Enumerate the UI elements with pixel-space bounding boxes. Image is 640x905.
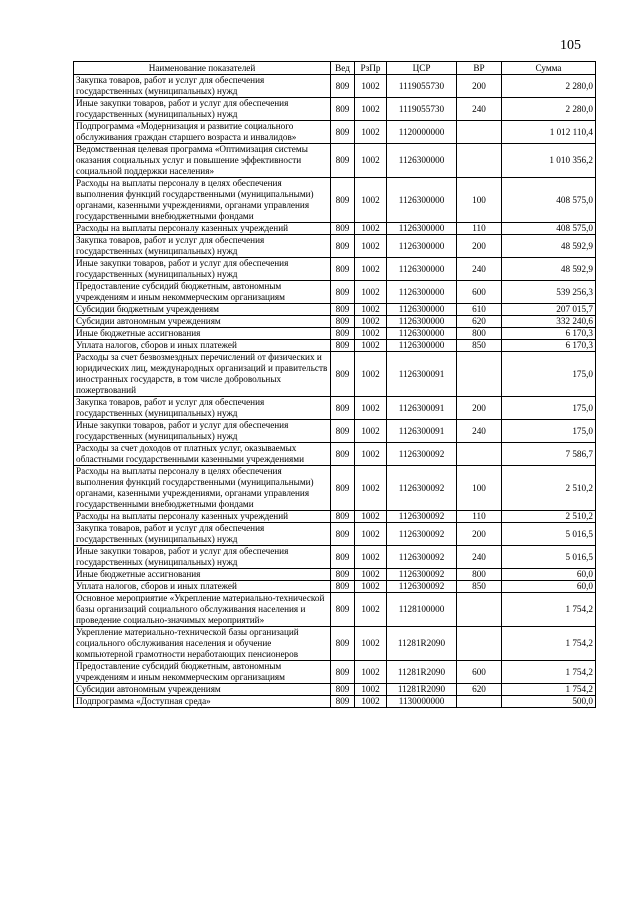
row-csr: 1126300092 [387,466,457,511]
row-sum: 1 754,2 [502,593,596,627]
row-name: Закупка товаров, работ и услуг для обеспечения государственных (муниципальных) нужд [74,75,331,98]
row-sum: 48 592,9 [502,235,596,258]
row-rzpr: 1002 [355,304,387,316]
row-sum: 207 015,7 [502,304,596,316]
row-ved: 809 [331,696,355,708]
table-row [74,466,596,511]
row-vr: 610 [457,304,502,316]
row-vr: 110 [457,511,502,523]
row-ved: 809 [331,258,355,281]
row-name: Расходы за счет безвозмездных перечислений от физических и юридических лиц, международных организаций и правительств иностранных государств, в том числе добровольных пожертвований [74,352,331,397]
row-rzpr: 1002 [355,223,387,235]
row-vr: 620 [457,316,502,328]
row-sum: 539 256,3 [502,281,596,304]
row-csr: 1126300000 [387,258,457,281]
table-row [74,593,596,627]
row-name: Расходы за счет доходов от платных услуг, оказываемых областными государственными казенными учреждениями [74,443,331,466]
row-sum: 5 016,5 [502,523,596,546]
row-name: Иные закупки товаров, работ и услуг для обеспечения государственных (муниципальных) нужд [74,546,331,569]
row-rzpr: 1002 [355,627,387,661]
row-csr: 1126300092 [387,443,457,466]
row-rzpr: 1002 [355,98,387,121]
table-row [74,340,596,352]
row-sum: 60,0 [502,569,596,581]
header-ved: Вед [331,62,355,75]
row-vr [457,144,502,178]
row-ved: 809 [331,98,355,121]
row-rzpr: 1002 [355,397,387,420]
row-vr [457,443,502,466]
row-sum: 175,0 [502,397,596,420]
row-ved: 809 [331,281,355,304]
row-rzpr: 1002 [355,235,387,258]
row-name: Предоставление субсидий бюджетным, автономным учреждениям и иным некоммерческим организациям [74,661,331,684]
row-rzpr: 1002 [355,546,387,569]
row-rzpr: 1002 [355,511,387,523]
table-row [74,235,596,258]
row-csr: 1128100000 [387,593,457,627]
row-csr: 1126300091 [387,352,457,397]
row-name: Закупка товаров, работ и услуг для обеспечения государственных (муниципальных) нужд [74,397,331,420]
table-row [74,121,596,144]
row-csr: 1126300000 [387,340,457,352]
row-csr: 1126300092 [387,581,457,593]
row-csr: 1126300091 [387,397,457,420]
table-row [74,511,596,523]
table-row [74,223,596,235]
row-sum: 500,0 [502,696,596,708]
row-csr: 1126300091 [387,420,457,443]
row-name: Субсидии автономным учреждениям [74,316,331,328]
row-vr: 600 [457,281,502,304]
table-row [74,581,596,593]
row-csr: 1126300000 [387,144,457,178]
row-csr: 1119055730 [387,75,457,98]
row-csr: 1126300000 [387,281,457,304]
row-ved: 809 [331,684,355,696]
row-vr: 620 [457,684,502,696]
row-ved: 809 [331,328,355,340]
row-sum: 1 012 110,4 [502,121,596,144]
row-rzpr: 1002 [355,684,387,696]
row-csr: 1120000000 [387,121,457,144]
table-row [74,178,596,223]
table-row [74,661,596,684]
row-csr: 1126300000 [387,304,457,316]
row-ved: 809 [331,316,355,328]
row-ved: 809 [331,581,355,593]
row-rzpr: 1002 [355,121,387,144]
row-rzpr: 1002 [355,316,387,328]
row-name: Ведомственная целевая программа «Оптимизация системы оказания социальных услуг и повышение эффективности социальной поддержки населения» [74,144,331,178]
row-csr: 11281R2090 [387,684,457,696]
row-ved: 809 [331,627,355,661]
header-name: Наименование показателей [74,62,331,75]
row-vr [457,352,502,397]
row-rzpr: 1002 [355,420,387,443]
row-name: Расходы на выплаты персоналу в целях обеспечения выполнения функций государственными (муниципальными) органами, казенными учреждениями, органами управления государственными внебюджетными фондами [74,466,331,511]
table-row [74,627,596,661]
row-sum: 6 170,3 [502,340,596,352]
row-vr: 240 [457,420,502,443]
row-ved: 809 [331,178,355,223]
row-csr: 1126300000 [387,178,457,223]
row-sum: 60,0 [502,581,596,593]
table-row [74,281,596,304]
header-rzpr: РзПр [355,62,387,75]
row-sum: 175,0 [502,352,596,397]
row-vr: 850 [457,340,502,352]
row-csr: 1130000000 [387,696,457,708]
row-name: Уплата налогов, сборов и иных платежей [74,581,331,593]
row-csr: 11281R2090 [387,661,457,684]
row-name: Закупка товаров, работ и услуг для обеспечения государственных (муниципальных) нужд [74,235,331,258]
row-ved: 809 [331,511,355,523]
table-row [74,144,596,178]
row-csr: 1126300092 [387,511,457,523]
row-sum: 2 280,0 [502,98,596,121]
row-name: Субсидии автономным учреждениям [74,684,331,696]
row-name: Иные бюджетные ассигнования [74,569,331,581]
row-name: Иные закупки товаров, работ и услуг для обеспечения государственных (муниципальных) нужд [74,420,331,443]
row-name: Основное мероприятие «Укрепление материально-технической базы организаций социального обслуживания населения и проведение социально-значимых мероприятий» [74,593,331,627]
row-vr: 800 [457,328,502,340]
row-sum: 1 754,2 [502,684,596,696]
row-csr: 1126300000 [387,235,457,258]
row-rzpr: 1002 [355,281,387,304]
row-ved: 809 [331,420,355,443]
row-sum: 1 754,2 [502,661,596,684]
row-rzpr: 1002 [355,443,387,466]
header-sum: Сумма [502,62,596,75]
table-row [74,523,596,546]
row-rzpr: 1002 [355,352,387,397]
table-row [74,420,596,443]
row-rzpr: 1002 [355,75,387,98]
row-vr: 850 [457,581,502,593]
row-vr [457,593,502,627]
row-csr: 1126300092 [387,546,457,569]
row-vr [457,696,502,708]
row-name: Расходы на выплаты персоналу казенных учреждений [74,511,331,523]
row-ved: 809 [331,443,355,466]
table-row [74,352,596,397]
table-row [74,443,596,466]
row-sum: 332 240,6 [502,316,596,328]
row-vr [457,121,502,144]
row-rzpr: 1002 [355,328,387,340]
row-name: Укрепление материально-технической базы организаций социального обслуживания населения и обучение компьютерной грамотности неработающих пенсионеров [74,627,331,661]
row-sum: 408 575,0 [502,223,596,235]
page-number: 105 [560,38,581,53]
row-name: Подпрограмма «Модернизация и развитие социального обслуживания граждан старшего возраста и инвалидов» [74,121,331,144]
row-ved: 809 [331,235,355,258]
row-ved: 809 [331,144,355,178]
row-sum: 408 575,0 [502,178,596,223]
row-ved: 809 [331,397,355,420]
table-row [74,98,596,121]
row-vr: 100 [457,178,502,223]
row-ved: 809 [331,593,355,627]
table-row [74,569,596,581]
header-vr: ВР [457,62,502,75]
row-name: Закупка товаров, работ и услуг для обеспечения государственных (муниципальных) нужд [74,523,331,546]
row-sum: 2 510,2 [502,466,596,511]
row-ved: 809 [331,523,355,546]
row-rzpr: 1002 [355,258,387,281]
row-csr: 11281R2090 [387,627,457,661]
row-ved: 809 [331,75,355,98]
header-csr: ЦСР [387,62,457,75]
row-rzpr: 1002 [355,569,387,581]
row-csr: 1119055730 [387,98,457,121]
row-vr: 240 [457,258,502,281]
row-name: Подпрограмма «Доступная среда» [74,696,331,708]
row-sum: 2 510,2 [502,511,596,523]
row-vr [457,627,502,661]
row-rzpr: 1002 [355,178,387,223]
table-row [74,397,596,420]
table-row [74,316,596,328]
row-sum: 1 754,2 [502,627,596,661]
table-row [74,328,596,340]
row-sum: 48 592,9 [502,258,596,281]
row-sum: 2 280,0 [502,75,596,98]
row-name: Иные бюджетные ассигнования [74,328,331,340]
row-ved: 809 [331,661,355,684]
row-ved: 809 [331,466,355,511]
budget-table [73,61,596,708]
row-ved: 809 [331,304,355,316]
row-vr: 800 [457,569,502,581]
row-sum: 6 170,3 [502,328,596,340]
table-row [74,304,596,316]
row-csr: 1126300000 [387,223,457,235]
row-rzpr: 1002 [355,581,387,593]
row-ved: 809 [331,340,355,352]
row-vr: 240 [457,546,502,569]
row-csr: 1126300000 [387,316,457,328]
row-vr: 200 [457,75,502,98]
row-name: Уплата налогов, сборов и иных платежей [74,340,331,352]
row-vr: 600 [457,661,502,684]
row-ved: 809 [331,569,355,581]
row-sum: 5 016,5 [502,546,596,569]
row-vr: 100 [457,466,502,511]
table-row [74,258,596,281]
table-row [74,75,596,98]
row-sum: 175,0 [502,420,596,443]
row-ved: 809 [331,223,355,235]
table-header-row [74,62,596,75]
row-csr: 1126300092 [387,569,457,581]
row-ved: 809 [331,546,355,569]
row-rzpr: 1002 [355,466,387,511]
row-name: Субсидии бюджетным учреждениям [74,304,331,316]
table-row [74,546,596,569]
row-name: Расходы на выплаты персоналу казенных учреждений [74,223,331,235]
row-rzpr: 1002 [355,661,387,684]
row-name: Предоставление субсидий бюджетным, автономным учреждениям и иным некоммерческим организациям [74,281,331,304]
row-name: Иные закупки товаров, работ и услуг для обеспечения государственных (муниципальных) нужд [74,258,331,281]
row-sum: 1 010 356,2 [502,144,596,178]
row-name: Расходы на выплаты персоналу в целях обеспечения выполнения функций государственными (муниципальными) органами, казенными учреждениями, органами управления государственными внебюджетными фондами [74,178,331,223]
row-sum: 7 586,7 [502,443,596,466]
row-csr: 1126300092 [387,523,457,546]
row-ved: 809 [331,121,355,144]
table-row [74,696,596,708]
row-rzpr: 1002 [355,593,387,627]
row-vr: 110 [457,223,502,235]
row-vr: 200 [457,397,502,420]
row-vr: 200 [457,523,502,546]
table-row [74,684,596,696]
row-rzpr: 1002 [355,340,387,352]
row-vr: 240 [457,98,502,121]
row-rzpr: 1002 [355,144,387,178]
row-name: Иные закупки товаров, работ и услуг для обеспечения государственных (муниципальных) нужд [74,98,331,121]
row-vr: 200 [457,235,502,258]
row-ved: 809 [331,352,355,397]
row-csr: 1126300000 [387,328,457,340]
row-rzpr: 1002 [355,696,387,708]
row-rzpr: 1002 [355,523,387,546]
